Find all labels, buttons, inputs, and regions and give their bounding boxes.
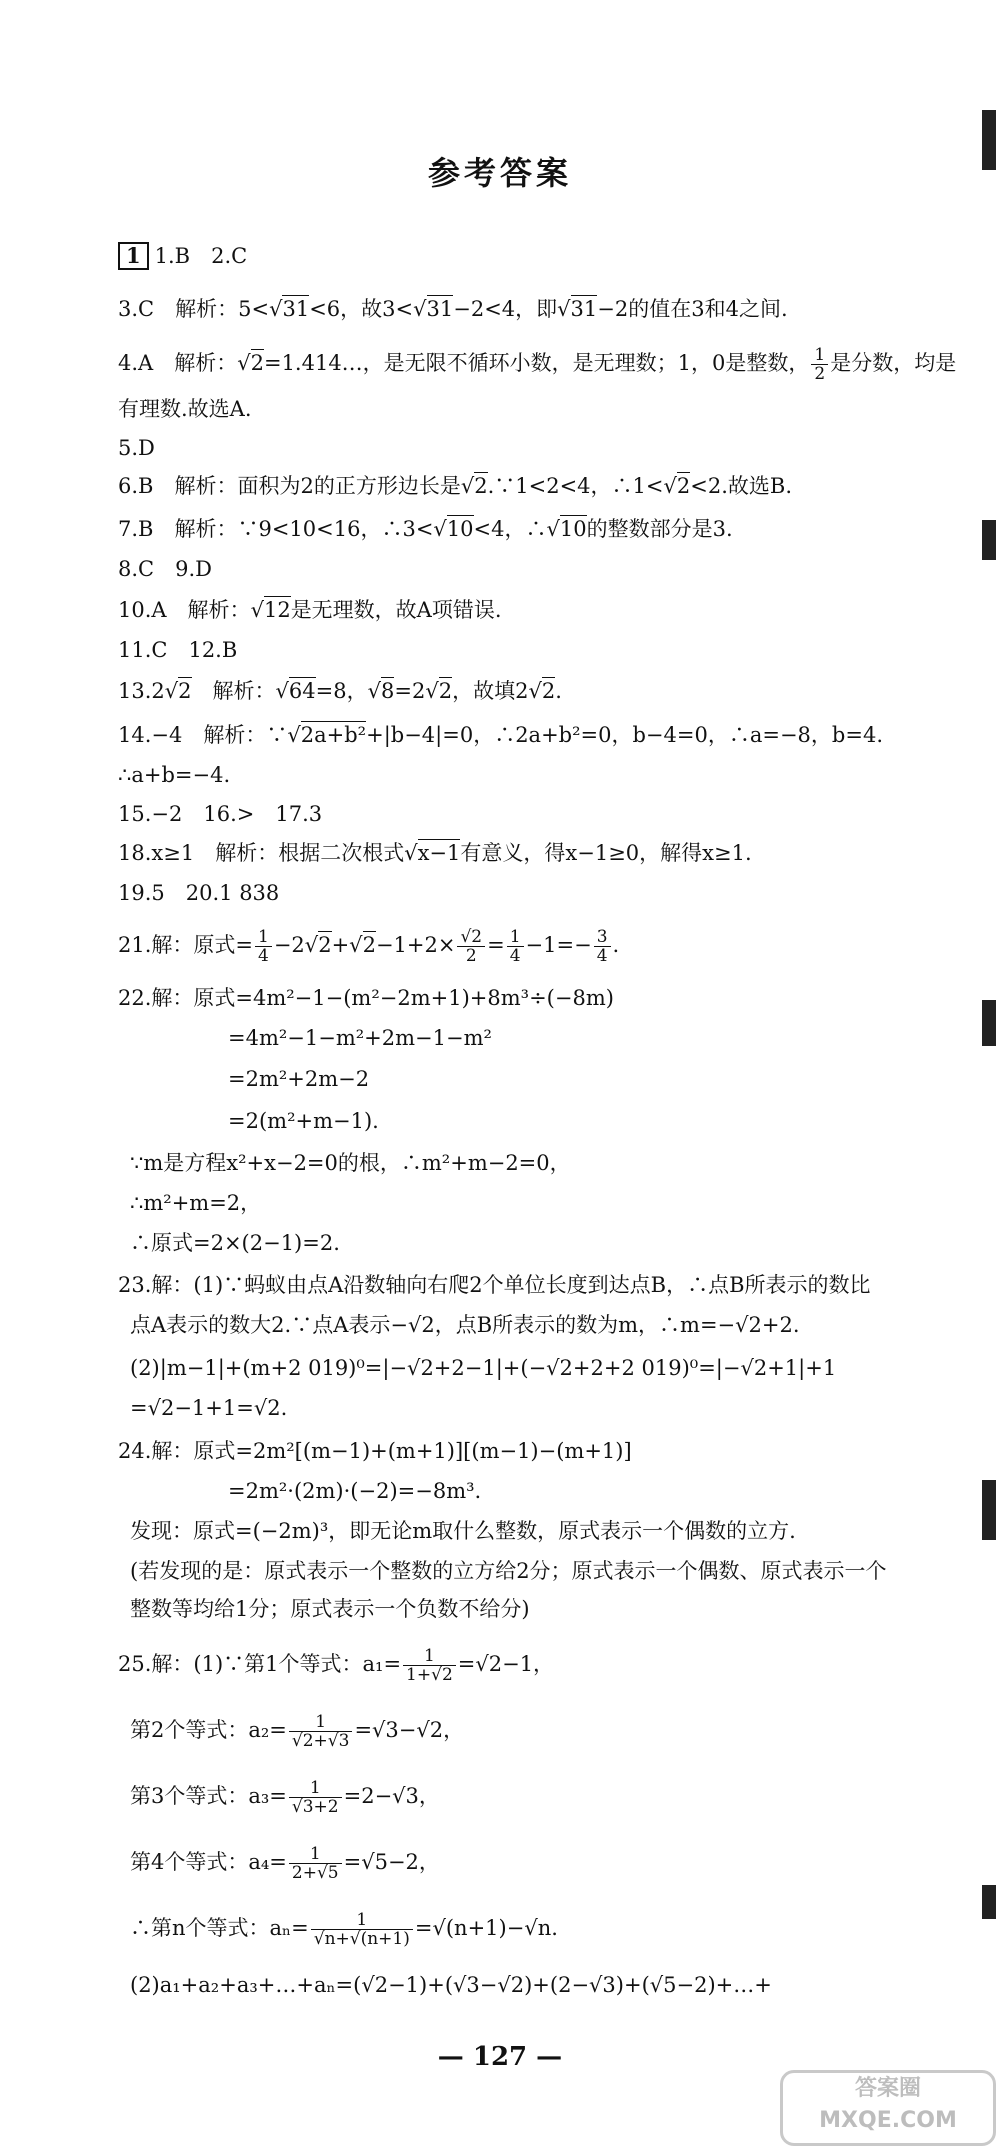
answer-line: 22.解：原式=4m²−1−(m²−2m+1)+8m³÷(−8m)	[118, 986, 614, 1010]
answer-line: (若发现的是：原式表示一个整数的立方给2分；原式表示一个偶数、原式表示一个	[130, 1559, 887, 1583]
binding-mark	[982, 520, 996, 560]
answer-line: 第3个等式：a₃= $\frac{1}{√3+2}$ =2−√3，	[130, 1778, 440, 1817]
answer-line: 25.解：(1)∵第1个等式：a₁= $\frac{1}{1+√2}$ =√2−1，	[118, 1646, 555, 1685]
answer-line: 8.C 9.D	[118, 557, 212, 581]
answer-line: (2)|m−1|+(m+2 019)⁰=|−√2+2−1|+(−√2+2+2 019)⁰=|−√2+1|+1	[130, 1356, 837, 1380]
answer-line: 3.C 解析：5<√ 31<6，故3<√ 31−2<4，即√ 31−2的值在3和4之间.	[118, 296, 788, 322]
answer-line: 14.−4 解析：∵√ 2a+b²+|b−4|=0，∴2a+b²=0，b−4=0，∴a=−8，b=4.	[118, 722, 883, 748]
watermark-logo: 答案圈 MXQE.COM	[780, 2070, 996, 2146]
answer-line: 1 1.B 2.C	[118, 242, 247, 270]
answer-line: 19.5 20.1 838	[118, 881, 280, 905]
answer-line: 点A表示的数大2.∵点A表示−√2，点B所表示的数为m，∴m=−√2+2.	[130, 1313, 800, 1337]
answer-line: ∴第n个等式：aₙ= $\frac{1}{√n+√(n+1)}$ =√(n+1)−√n.	[130, 1910, 558, 1949]
answer-line: =2m²·(2m)·(−2)=−8m³.	[228, 1479, 482, 1503]
answer-line: ∵m是方程x²+x−2=0的根，∴m²+m−2=0，	[130, 1151, 571, 1175]
answer-line: ∴原式=2×(2−1)=2.	[130, 1231, 340, 1255]
answer-line: 4.A 解析：√ 2=1.414…，是无限不循环小数，是无理数；1，0是整数， $\frac{1}{2}$ 是分数，均是	[118, 346, 956, 383]
answer-line: 发现：原式=(−2m)³，即无论m取什么整数，原式表示一个偶数的立方.	[130, 1519, 796, 1543]
answer-line: 18.x≥1 解析：根据二次根式√ x−1有意义，得x−1≥0，解得x≥1.	[118, 840, 752, 866]
answer-line: (2)a₁+a₂+a₃+…+aₙ=(√2−1)+(√3−√2)+(2−√3)+(√5−2)+…+	[130, 1973, 772, 1997]
answer-line: =2m²+2m−2	[228, 1067, 370, 1091]
binding-mark	[982, 1000, 996, 1046]
section-number: 1	[118, 242, 149, 270]
answer-line: 10.A 解析：√ 12是无理数，故A项错误.	[118, 597, 502, 623]
answer-line: 6.B 解析：面积为2的正方形边长是√ 2.∵1<2<4，∴1<√ 2<2.故选B.	[118, 473, 792, 499]
binding-mark	[982, 1480, 996, 1540]
answer-line: 第4个等式：a₄= $\frac{1}{2+√5}$ =√5−2，	[130, 1844, 440, 1883]
answer-line: 7.B 解析：∵9<10<16，∴3<√ 10<4，∴√ 10的整数部分是3.	[118, 516, 733, 542]
answer-line: 11.C 12.B	[118, 638, 238, 662]
answer-line: 23.解：(1)∵蚂蚁由点A沿数轴向右爬2个单位长度到达点B，∴点B所表示的数比	[118, 1273, 871, 1297]
answer-line: =4m²−1−m²+2m−1−m²	[228, 1026, 492, 1050]
answer-line: 15.−2 16.> 17.3	[118, 802, 323, 826]
answer-line: ∴m²+m=2，	[130, 1191, 262, 1215]
answer-line: 整数等均给1分；原式表示一个负数不给分)	[130, 1597, 530, 1621]
answer-line: 24.解：原式=2m²[(m−1)+(m+1)][(m−1)−(m+1)]	[118, 1439, 632, 1463]
page-title: 参考答案	[427, 154, 572, 192]
answer-line: 5.D	[118, 436, 155, 460]
answer-line: 第2个等式：a₂= $\frac{1}{√2+√3}$ =√3−√2，	[130, 1712, 465, 1751]
answer-line: 21.解：原式= $\frac{1}{4}$ −2√ 2+√ 2−1+2× $\frac{√2}{2}$ = $\frac{1}{4}$ −1=− $\frac{3}{4}$ .	[118, 928, 619, 965]
answer-line: ∴a+b=−4.	[118, 763, 231, 787]
answer-line: =√2−1+1=√2.	[130, 1396, 288, 1420]
binding-mark	[982, 110, 996, 170]
page-number: — 127 —	[437, 2042, 563, 2072]
binding-mark	[982, 1885, 996, 1919]
answer-line: 有理数.故选A.	[118, 397, 252, 421]
answer-line: =2(m²+m−1).	[228, 1109, 379, 1133]
answer-line: 13.2√ 2 解析：√ 64=8，√ 8=2√ 2，故填2√ 2.	[118, 678, 562, 704]
